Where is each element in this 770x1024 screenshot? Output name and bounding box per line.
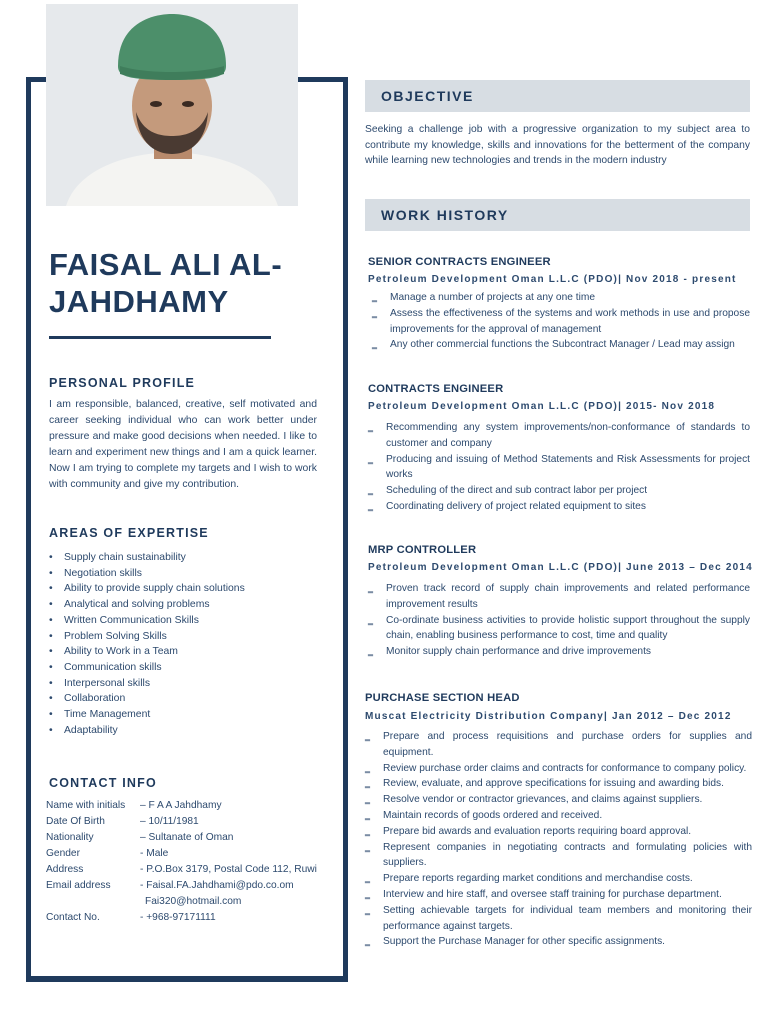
work-history-header-band xyxy=(365,199,750,231)
list-item: ‗ Support the Purchase Manager for other specific assignments. xyxy=(365,934,752,950)
list-item: ‗ Review purchase order claims and contracts for conformance to company policy. xyxy=(365,761,752,777)
profile-text: I am responsible, balanced, creative, self motivated and career seeking individual who can work better under pressure and make good decisions when needed. I like to learn and experiment new things and I am a quick learner. Now I am trying to complete my targets and I wish to work with community and give my contribution. xyxy=(49,399,317,490)
list-item: • Negotiation skills xyxy=(49,566,329,582)
list-item: • Adaptability xyxy=(49,723,329,739)
contact-label xyxy=(46,894,140,910)
list-item: ‗ Any other commercial functions the Subcontract Manager / Lead may assign xyxy=(372,337,750,353)
name-divider xyxy=(49,336,271,339)
portrait-image xyxy=(46,4,298,206)
email-link[interactable]: Fai320@hotmail.com xyxy=(145,896,242,907)
job-title: MRP CONTROLLER xyxy=(368,544,477,556)
candidate-name: FAISAL ALI AL-JAHDHAMY xyxy=(49,247,283,319)
list-item: • Ability to provide supply chain solutions xyxy=(49,581,329,597)
job-title: PURCHASE SECTION HEAD xyxy=(365,692,520,704)
job-company: Petroleum Development Oman L.L.C (PDO)| June 2013 – Dec 2014 xyxy=(368,562,753,573)
contact-value: – 10/11/1981 xyxy=(140,816,199,827)
list-item: ‗ Manage a number of projects at any one time xyxy=(372,290,750,306)
expertise-list xyxy=(49,550,329,738)
profile-photo xyxy=(46,4,298,206)
contact-row xyxy=(46,846,336,862)
left-column-frame-bottom xyxy=(26,976,348,982)
contact-row xyxy=(46,894,336,910)
list-item: ‗ Producing and issuing of Method Statements and Risk Assessments for project works xyxy=(368,452,750,484)
list-item: ‗ Setting achievable targets for individual team members and monitoring their performance against targets. xyxy=(365,903,752,935)
work-history-heading: WORK HISTORY xyxy=(381,207,509,223)
list-item: ‗ Assess the effectiveness of the systems and work methods in use and propose improvements for the approval of management xyxy=(372,306,750,338)
contact-label: Name with initials xyxy=(46,800,126,811)
contact-row xyxy=(46,798,336,814)
job-duties xyxy=(368,581,750,660)
expertise-heading: AREAS OF EXPERTISE xyxy=(49,526,209,540)
list-item: • Written Communication Skills xyxy=(49,613,329,629)
list-item: • Ability to Work in a Team xyxy=(49,644,329,660)
list-item: • Time Management xyxy=(49,707,329,723)
job-company: Petroleum Development Oman L.L.C (PDO)| Nov 2018 - present xyxy=(368,274,737,285)
list-item: • Interpersonal skills xyxy=(49,676,329,692)
contact-row xyxy=(46,862,336,878)
contact-label: Email address xyxy=(46,880,111,891)
contact-label: Nationality xyxy=(46,832,94,843)
contact-value: - Male xyxy=(140,848,169,859)
job-duties xyxy=(372,290,750,353)
objective-heading: OBJECTIVE xyxy=(381,88,474,104)
list-item: • Communication skills xyxy=(49,660,329,676)
list-item: • Analytical and solving problems xyxy=(49,597,329,613)
contact-value: – F A A Jahdhamy xyxy=(140,800,222,811)
list-item: • Collaboration xyxy=(49,691,329,707)
contact-row xyxy=(46,910,336,926)
job-title: CONTRACTS ENGINEER xyxy=(368,383,504,395)
list-item: ‗ Co-ordinate business activities to provide holistic support throughout the supply chain, enabling business performance to cost, time and quality xyxy=(368,613,750,645)
list-item: ‗ Prepare bid awards and evaluation reports requiring board approval. xyxy=(365,824,752,840)
list-item: ‗ Review, evaluate, and approve specifications for issuing and awarding bids. xyxy=(365,776,752,792)
list-item: ‗ Recommending any system improvements/non-conformance of standards to customer and company xyxy=(368,420,750,452)
list-item: ‗ Resolve vendor or contractor grievances, and claims against suppliers. xyxy=(365,792,752,808)
contact-row xyxy=(46,814,336,830)
list-item: • Supply chain sustainability xyxy=(49,550,329,566)
contact-label: Gender xyxy=(46,848,80,859)
contact-table xyxy=(46,798,336,926)
contact-label: Date Of Birth xyxy=(46,816,105,827)
list-item: • Problem Solving Skills xyxy=(49,629,329,645)
list-item: ‗ Represent companies in negotiating contracts and formulating policies with suppliers. xyxy=(365,840,752,872)
list-item: ‗ Interview and hire staff, and oversee staff training for purchase department. xyxy=(365,887,752,903)
job-company: Muscat Electricity Distribution Company| Jan 2012 – Dec 2012 xyxy=(365,711,732,722)
list-item: ‗ Maintain records of goods ordered and received. xyxy=(365,808,752,824)
job-company: Petroleum Development Oman L.L.C (PDO)| 2015- Nov 2018 xyxy=(368,401,716,412)
job-duties xyxy=(365,729,752,950)
job-duties xyxy=(368,420,750,515)
list-item: ‗ Coordinating delivery of project related equipment to sites xyxy=(368,499,750,515)
list-item: ‗ Scheduling of the direct and sub contract labor per project xyxy=(368,483,750,499)
email-link[interactable]: - Faisal.FA.Jahdhami@pdo.co.om xyxy=(140,880,294,891)
contact-row xyxy=(46,878,336,894)
profile-heading: PERSONAL PROFILE xyxy=(49,376,196,390)
job-title: SENIOR CONTRACTS ENGINEER xyxy=(368,256,551,268)
contact-value: – Sultanate of Oman xyxy=(140,832,234,843)
contact-value: - +968-97171111 xyxy=(140,912,216,923)
objective-header-band xyxy=(365,80,750,112)
list-item: ‗ Proven track record of supply chain improvements and related performance improvement results xyxy=(368,581,750,613)
list-item: ‗ Prepare reports regarding market conditions and merchandise costs. xyxy=(365,871,752,887)
contact-value: - P.O.Box 3179, Postal Code 112, Ruwi xyxy=(140,864,317,875)
contact-label: Address xyxy=(46,864,84,875)
list-item: ‗ Monitor supply chain performance and drive improvements xyxy=(368,644,750,660)
contact-row xyxy=(46,830,336,846)
objective-text: Seeking a challenge job with a progressive organization to my subject area to contribute my knowledge, skills and innovations for the betterment of the company while learning new technologies and trends in the modern industry xyxy=(365,124,750,166)
contact-heading: CONTACT INFO xyxy=(49,776,157,790)
list-item: ‗ Prepare and process requisitions and purchase orders for supplies and equipment. xyxy=(365,729,752,761)
contact-label: Contact No. xyxy=(46,912,100,923)
